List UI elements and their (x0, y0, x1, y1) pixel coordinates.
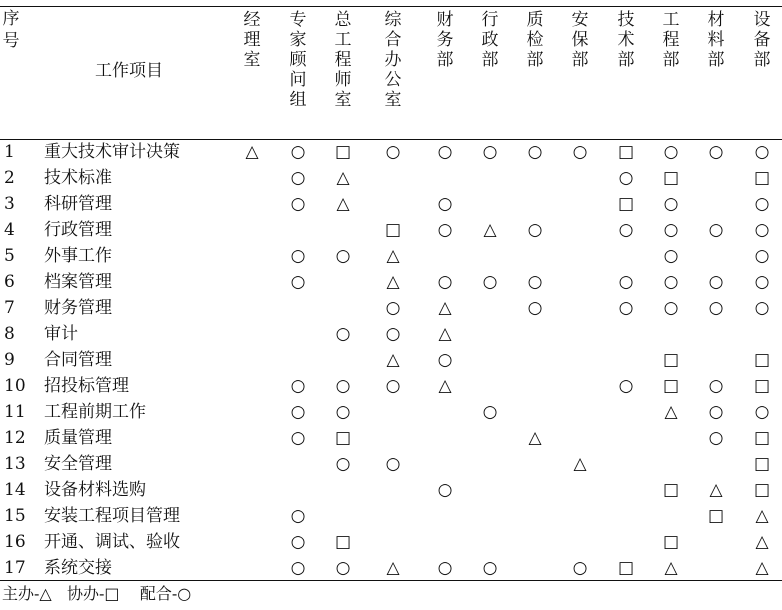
role-mark: ○ (437, 142, 453, 162)
column-header: 财 务 部 (436, 10, 454, 70)
role-mark: ○ (437, 220, 453, 240)
role-mark: ○ (385, 324, 401, 344)
work-item: 技术标准 (44, 168, 112, 188)
role-mark: △ (755, 506, 769, 526)
role-mark: □ (334, 532, 352, 552)
role-mark: ○ (527, 272, 543, 292)
role-mark: ○ (290, 532, 306, 552)
work-item: 质量管理 (44, 428, 112, 448)
work-item: 安全管理 (44, 454, 112, 474)
role-mark: ○ (572, 558, 588, 578)
role-mark: □ (384, 220, 402, 240)
role-mark: □ (753, 168, 771, 188)
work-item: 招投标管理 (44, 376, 129, 396)
role-mark: ○ (290, 376, 306, 396)
role-mark: ○ (572, 142, 588, 162)
role-mark: ○ (527, 298, 543, 318)
column-header: 综 合 办 公 室 (384, 10, 402, 110)
row-number: 15 (4, 506, 26, 526)
row-number: 17 (4, 558, 26, 578)
row-number: 4 (4, 220, 15, 240)
row-number: 13 (4, 454, 26, 474)
role-mark: △ (386, 350, 400, 370)
row-number: 5 (4, 246, 15, 266)
row-number: 6 (4, 272, 15, 292)
role-mark: ○ (708, 272, 724, 292)
role-mark: ○ (754, 194, 770, 214)
role-mark: ○ (708, 142, 724, 162)
column-header: 总 工 程 师 室 (334, 10, 352, 110)
row-number: 14 (4, 480, 26, 500)
role-mark: ○ (754, 272, 770, 292)
role-mark: ○ (618, 272, 634, 292)
role-mark: ○ (437, 480, 453, 500)
role-mark: ○ (290, 246, 306, 266)
role-mark: ○ (618, 376, 634, 396)
role-mark: ○ (663, 298, 679, 318)
role-mark: △ (483, 220, 497, 240)
role-mark: ○ (385, 454, 401, 474)
row-number: 2 (4, 168, 15, 188)
role-mark: □ (334, 428, 352, 448)
role-mark: ○ (618, 298, 634, 318)
role-mark: ○ (290, 428, 306, 448)
column-header: 设 备 部 (753, 10, 771, 70)
role-mark: ○ (335, 324, 351, 344)
role-mark: ○ (290, 506, 306, 526)
role-mark: △ (386, 272, 400, 292)
column-header: 工 程 部 (662, 10, 680, 70)
work-item: 财务管理 (44, 298, 112, 318)
item-header: 工作项目 (95, 61, 163, 81)
role-mark: □ (662, 350, 680, 370)
column-header: 材 料 部 (707, 10, 725, 70)
role-mark: ○ (482, 142, 498, 162)
row-number: 8 (4, 324, 15, 344)
role-mark: ○ (663, 272, 679, 292)
role-mark: △ (528, 428, 542, 448)
work-item: 合同管理 (44, 350, 112, 370)
role-mark: ○ (335, 402, 351, 422)
role-mark: ○ (663, 142, 679, 162)
role-mark: ○ (482, 558, 498, 578)
work-item: 重大技术审计决策 (44, 142, 180, 162)
role-mark: ○ (290, 194, 306, 214)
role-mark: ○ (708, 402, 724, 422)
role-mark: ○ (618, 220, 634, 240)
role-mark: ○ (663, 246, 679, 266)
role-mark: ○ (335, 376, 351, 396)
row-number: 1 (4, 142, 15, 162)
role-mark: ○ (754, 402, 770, 422)
role-mark: □ (753, 376, 771, 396)
role-mark: △ (755, 532, 769, 552)
role-mark: △ (245, 142, 259, 162)
role-mark: ○ (482, 402, 498, 422)
role-mark: ○ (437, 272, 453, 292)
role-mark: ○ (335, 246, 351, 266)
role-mark: △ (709, 480, 723, 500)
column-header: 经 理 室 (243, 10, 261, 70)
work-item: 外事工作 (44, 246, 112, 266)
role-mark: ○ (618, 168, 634, 188)
role-mark: ○ (335, 558, 351, 578)
work-item: 科研管理 (44, 194, 112, 214)
role-mark: □ (662, 532, 680, 552)
role-mark: □ (662, 480, 680, 500)
role-mark: ○ (663, 194, 679, 214)
role-mark: ○ (754, 298, 770, 318)
role-mark: △ (336, 194, 350, 214)
row-number: 16 (4, 532, 26, 552)
role-mark: □ (617, 194, 635, 214)
role-mark: ○ (708, 298, 724, 318)
role-mark: ○ (754, 142, 770, 162)
role-mark: ○ (708, 376, 724, 396)
role-mark: ○ (290, 142, 306, 162)
role-mark: ○ (335, 454, 351, 474)
role-mark: ○ (437, 350, 453, 370)
role-mark: □ (707, 506, 725, 526)
row-number: 9 (4, 350, 15, 370)
role-mark: △ (336, 168, 350, 188)
role-mark: ○ (708, 220, 724, 240)
column-header: 行 政 部 (481, 10, 499, 70)
role-mark: ○ (290, 168, 306, 188)
role-mark: ○ (437, 194, 453, 214)
role-mark: ○ (385, 142, 401, 162)
work-item: 安装工程项目管理 (44, 506, 180, 526)
row-number: 3 (4, 194, 15, 214)
role-mark: △ (438, 376, 452, 396)
role-mark: ○ (290, 558, 306, 578)
role-mark: △ (438, 298, 452, 318)
role-mark: △ (438, 324, 452, 344)
role-mark: ○ (437, 558, 453, 578)
role-mark: ○ (482, 272, 498, 292)
role-mark: ○ (663, 220, 679, 240)
role-mark: □ (753, 454, 771, 474)
column-header: 安 保 部 (571, 10, 589, 70)
row-number: 7 (4, 298, 15, 318)
column-header: 专 家 顾 问 组 (289, 10, 307, 110)
row-number: 11 (4, 402, 26, 422)
role-mark: △ (386, 558, 400, 578)
role-mark: □ (753, 480, 771, 500)
role-mark: △ (664, 558, 678, 578)
work-item: 工程前期工作 (44, 402, 146, 422)
legend: 主办-△ 协办-□ 配合-○ (2, 584, 192, 603)
work-item: 系统交接 (44, 558, 112, 578)
role-mark: △ (664, 402, 678, 422)
work-item: 行政管理 (44, 220, 112, 240)
role-mark: □ (662, 376, 680, 396)
role-mark: △ (386, 246, 400, 266)
role-mark: ○ (385, 376, 401, 396)
role-mark: ○ (754, 246, 770, 266)
rule-top (0, 6, 782, 7)
work-item: 档案管理 (44, 272, 112, 292)
role-mark: ○ (754, 220, 770, 240)
role-mark: □ (617, 558, 635, 578)
role-mark: ○ (527, 220, 543, 240)
role-mark: □ (617, 142, 635, 162)
column-header: 技 术 部 (617, 10, 635, 70)
seq-header: 序 号 (2, 9, 20, 51)
work-item: 审计 (44, 324, 78, 344)
role-mark: △ (573, 454, 587, 474)
role-mark: △ (755, 558, 769, 578)
role-mark: ○ (290, 272, 306, 292)
row-number: 12 (4, 428, 26, 448)
role-mark: ○ (290, 402, 306, 422)
role-mark: ○ (385, 298, 401, 318)
row-number: 10 (4, 376, 26, 396)
role-mark: □ (334, 142, 352, 162)
role-mark: □ (753, 428, 771, 448)
role-mark: ○ (708, 428, 724, 448)
column-header: 质 检 部 (526, 10, 544, 70)
role-mark: □ (753, 350, 771, 370)
role-mark: □ (662, 168, 680, 188)
work-item: 设备材料选购 (44, 480, 146, 500)
work-item: 开通、调试、验收 (44, 532, 180, 552)
role-mark: ○ (527, 142, 543, 162)
